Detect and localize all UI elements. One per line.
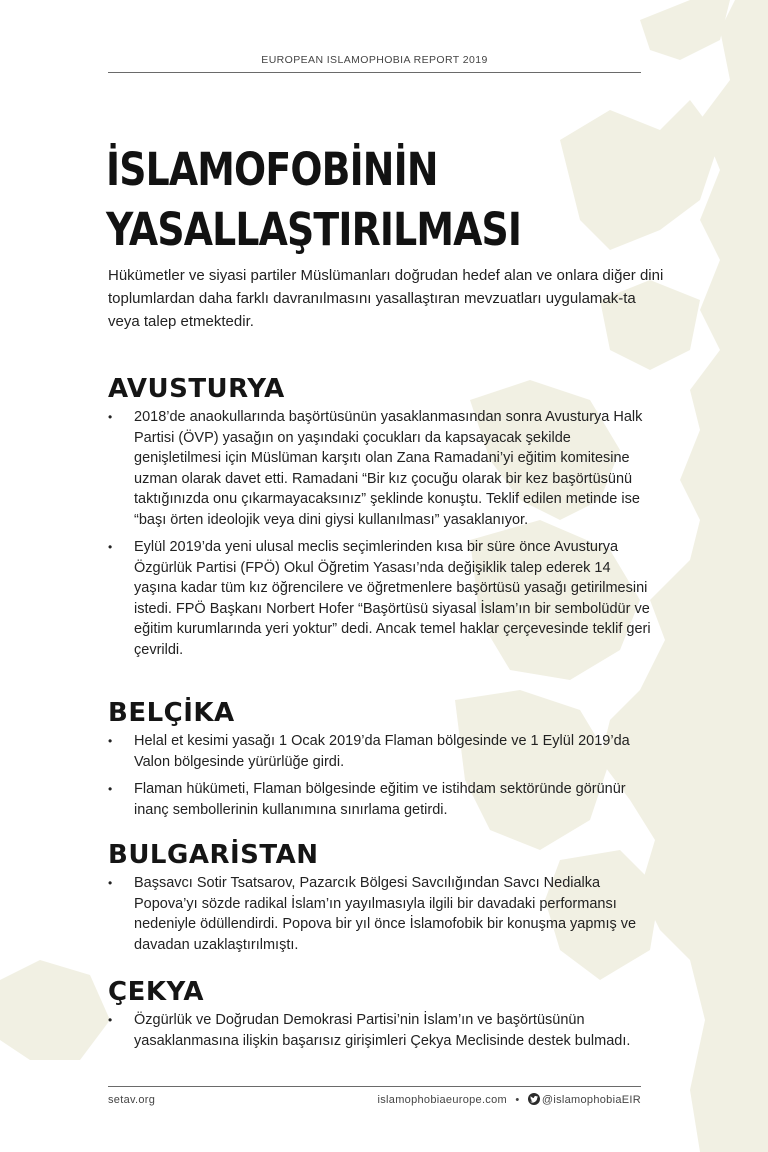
section-heading: AVUSTURYA xyxy=(108,374,285,404)
list-item: • Eylül 2019’da yeni ulusal meclis seçimlerinden kısa bir süre önce Avusturya Özgürlük Partisi (FPÖ) Okul Öğretim Yasası’nda değişiklik talep ederek 14 yaşına kadar tüm kız öğrencilere ve öğretmenlere başörtüsü yasağı getirilmesini istedi. FPÖ Başkanı Norbert Hofer “Başörtüsü siyasal İslam’ın bir sembolüdür ve eğitim kurumlarında yeri yoktur” dedi. Ancak temel haklar çerçevesinde teklif geri çevrildi. xyxy=(108,537,653,660)
section-heading: ÇEKYA xyxy=(108,977,204,1007)
footer-site-setav[interactable]: setav.org xyxy=(108,1094,156,1106)
list-item: • Özgürlük ve Doğrudan Demokrasi Partisi’nin İslam’ın ve başörtüsünün yasaklanmasına ilişkin başarısız girişimleri Çekya Meclisinde destek bulmadı. xyxy=(108,1010,653,1051)
title-line-2: YASALLAŞTIRILMASI xyxy=(106,203,522,256)
footer-divider xyxy=(108,1086,641,1087)
section-heading: BULGARİSTAN xyxy=(108,840,319,870)
page-title xyxy=(106,140,560,260)
bullet-list xyxy=(108,1010,653,1051)
list-item: • Flaman hükümeti, Flaman bölgesinde eğitim ve istihdam sektöründe görünür inanç sembollerinin kullanımına sınırlama getirdi. xyxy=(108,779,653,820)
header-divider xyxy=(108,72,641,73)
running-header: EUROPEAN ISLAMOPHOBIA REPORT 2019 xyxy=(261,54,488,66)
footer-links xyxy=(360,1093,641,1106)
section-bulgaristan xyxy=(108,840,653,962)
section-cekya xyxy=(108,977,653,1058)
list-item: • Helal et kesimi yasağı 1 Ocak 2019’da Flaman bölgesinde ve 1 Eylül 2019’da Valon bölgesinde yürürlüğe girdi. xyxy=(108,731,653,772)
list-item: • 2018’de anaokullarında başörtüsünün yasaklanmasından sonra Avusturya Halk Partisi (ÖVP) yasağın on yaşındaki çocukları da kapsayacak şekilde genişletilmesi için Müslüman karşıtı olan Zana Ramadani’yi eğitim komitesine uzman olarak davet etti. Ramadani “Bir kız çocuğu olarak bir kez başörtüsünü taktığınızda onu çıkarmayacaksınız” şeklinde konuştu. Teklif edilen metinde ise “başı örten ideolojik veya dini giysi kullanılması” yasaklanıyor. xyxy=(108,407,653,530)
twitter-bird-icon xyxy=(528,1093,540,1105)
bullet-list xyxy=(108,873,653,955)
footer-separator: • xyxy=(515,1094,520,1106)
bullet-list xyxy=(108,407,653,660)
twitter-handle-link[interactable]: @islamophobiaEIR xyxy=(541,1094,641,1106)
footer-site-link[interactable]: islamophobiaeurope.com xyxy=(377,1094,507,1106)
section-avusturya xyxy=(108,374,653,667)
title-line-1: İSLAMOFOBİNİN xyxy=(106,143,438,196)
bullet-list xyxy=(108,731,653,820)
section-heading: BELÇİKA xyxy=(108,698,235,728)
list-item: • Başsavcı Sotir Tsatsarov, Pazarcık Bölgesi Savcılığından Savcı Nedialka Popova’yı sözde radikal İslam’ın yayılmasıyla ilgili bir davadaki performansı nedeniyle ödüllendirdi. Popova bir yıl önce İslamofobik bir konuşma yapmış ve davadan uzaklaştırılmıştı. xyxy=(108,873,653,955)
intro-paragraph: Hükümetler ve siyasi partiler Müslümanları doğrudan hedef alan ve onlara diğer dini toplumlardan daha farklı davranılmasını yasallaştıran mevzuatları uygulamak-ta veya talep etmektedir. xyxy=(108,267,664,330)
section-belcika xyxy=(108,698,653,827)
